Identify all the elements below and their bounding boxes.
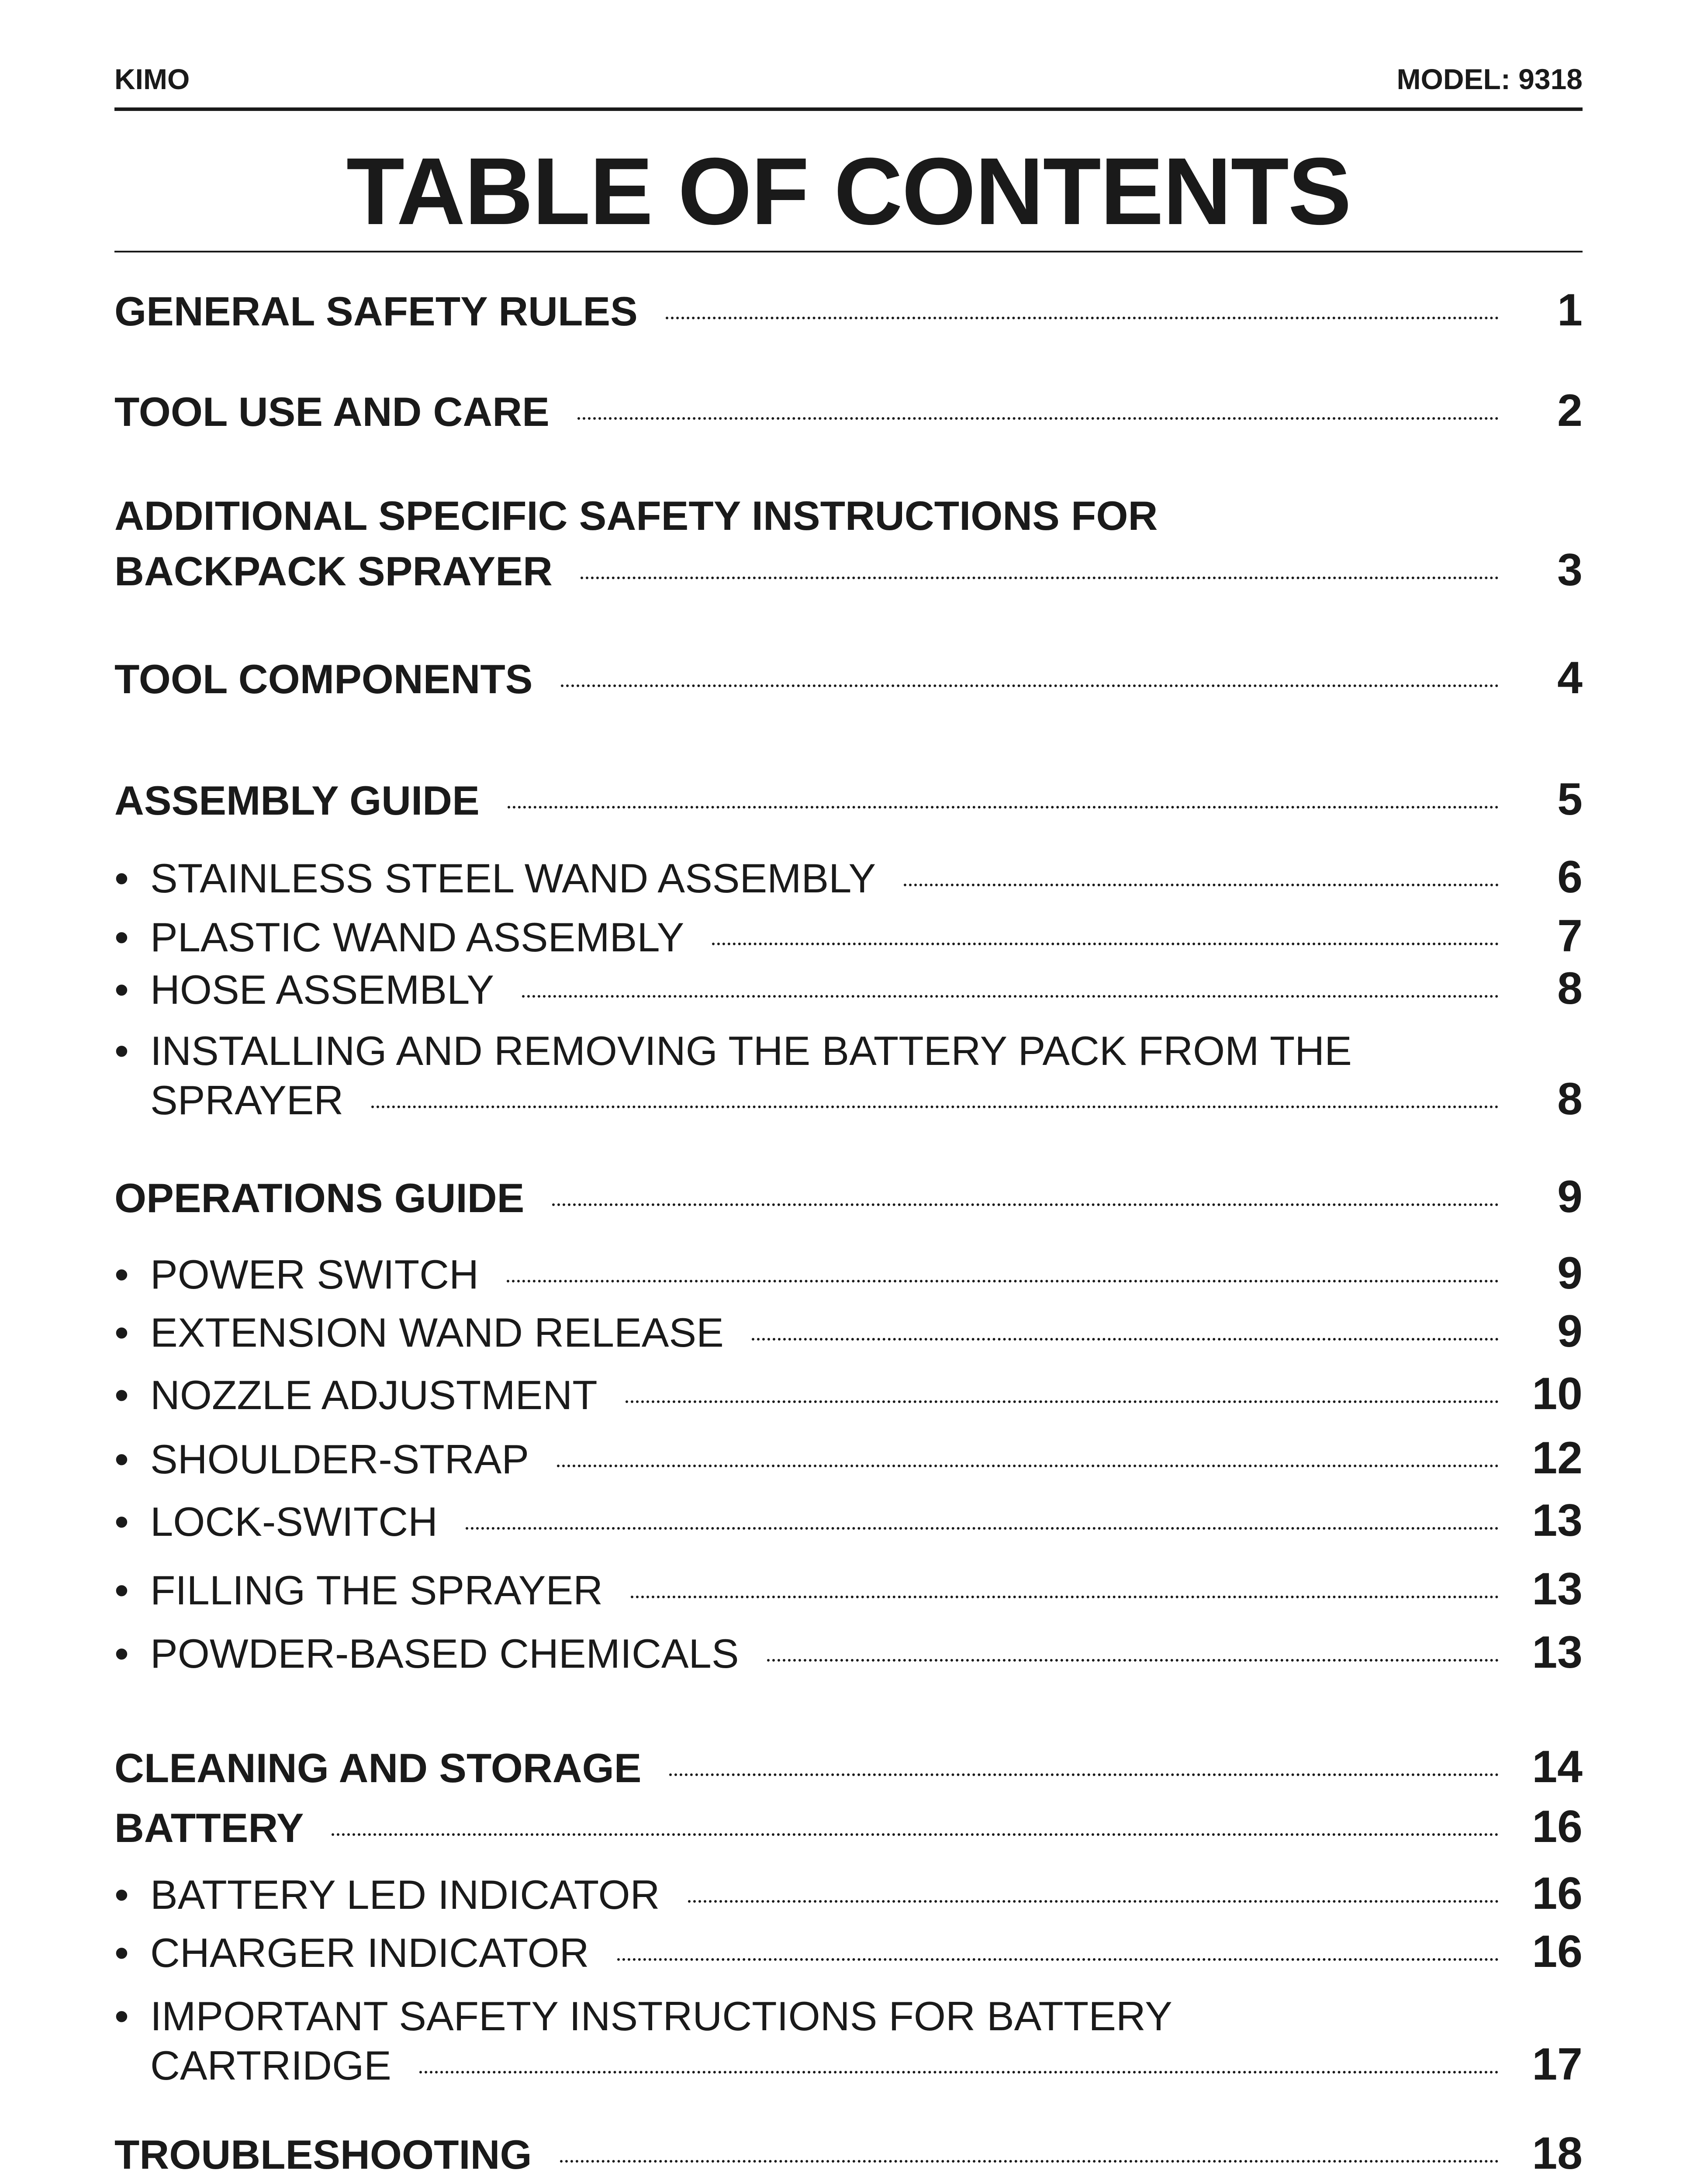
dot-leader (688, 1900, 1499, 1903)
toc-page-number: 16 (1532, 1926, 1583, 1977)
dot-leader (552, 1203, 1499, 1206)
toc-page-number: 1 (1557, 285, 1583, 335)
bullet-icon: • (114, 1930, 129, 1976)
toc-entry-battery[interactable] (114, 1800, 1583, 1856)
dot-leader (626, 1400, 1499, 1403)
toc-subentry-filling-the-sprayer[interactable] (114, 1566, 1583, 1615)
toc-label-line1: IMPORTANT SAFETY INSTRUCTIONS FOR BATTERY (150, 1993, 1172, 2039)
toc-subentry-hose-assembly[interactable] (114, 965, 1583, 1015)
bullet-icon: • (114, 967, 129, 1013)
toc-page-number: 5 (1557, 774, 1583, 825)
toc-page-number: 17 (1532, 2039, 1583, 2090)
toc-subentry-installing-battery-pack[interactable] (114, 1026, 1583, 1125)
bullet-icon: • (114, 1028, 129, 1074)
bullet-icon: • (114, 1993, 129, 2039)
model-number: MODEL: 9318 (1396, 63, 1583, 95)
toc-entry-troubleshooting[interactable] (114, 2127, 1583, 2183)
dot-leader (712, 943, 1499, 945)
toc-page-number: 18 (1532, 2128, 1583, 2179)
toc-subentry-battery-cartridge-safety[interactable] (114, 1992, 1583, 2091)
dot-leader (767, 1659, 1499, 1662)
toc-page-number: 3 (1557, 544, 1583, 595)
toc-label: TROUBLESHOOTING (114, 2132, 532, 2177)
toc-page-number: 16 (1532, 1868, 1583, 1919)
toc-label: EXTENSION WAND RELEASE (150, 1310, 724, 1355)
toc-label: ASSEMBLY GUIDE (114, 778, 480, 823)
dot-leader (522, 995, 1499, 998)
toc-page-number: 12 (1532, 1433, 1583, 1483)
toc-entry-additional-safety[interactable] (114, 488, 1583, 599)
dot-leader (371, 1106, 1499, 1108)
dot-leader (560, 2160, 1499, 2163)
bullet-icon: • (114, 1631, 129, 1676)
bullet-icon: • (114, 1372, 129, 1418)
toc-page-number: 9 (1557, 1306, 1583, 1357)
toc-label: NOZZLE ADJUSTMENT (150, 1372, 598, 1418)
dot-leader (752, 1338, 1499, 1341)
toc-label: POWDER-BASED CHEMICALS (150, 1631, 739, 1676)
toc-label: BATTERY (114, 1805, 304, 1851)
toc-subentry-powder-based-chemicals[interactable] (114, 1629, 1583, 1679)
toc-page-number: 2 (1557, 385, 1583, 436)
bullet-icon: • (114, 855, 129, 901)
toc-label: BATTERY LED INDICATOR (150, 1872, 660, 1918)
toc-subentry-nozzle-adjustment[interactable] (114, 1368, 1583, 1420)
toc-subentry-plastic-wand[interactable] (114, 913, 1583, 962)
toc-page-number: 9 (1557, 1248, 1583, 1299)
toc-subentry-power-switch[interactable] (114, 1250, 1583, 1299)
toc-page-number: 14 (1532, 1742, 1583, 1792)
dot-leader (581, 577, 1499, 579)
dot-leader (508, 806, 1499, 809)
toc-page-number: 13 (1532, 1627, 1583, 1678)
dot-leader (669, 1773, 1499, 1776)
bullet-icon: • (114, 1499, 129, 1545)
toc-label: SHOULDER-STRAP (150, 1436, 529, 1482)
toc-label: HOSE ASSEMBLY (150, 967, 494, 1013)
toc-page-number: 7 (1557, 911, 1583, 961)
bullet-icon: • (114, 1310, 129, 1355)
page-title: TABLE OF CONTENTS (346, 138, 1351, 245)
toc-label: PLASTIC WAND ASSEMBLY (150, 914, 684, 960)
bullet-icon: • (114, 1567, 129, 1613)
toc-label: STAINLESS STEEL WAND ASSEMBLY (150, 855, 876, 901)
dot-leader (507, 1280, 1499, 1282)
dot-leader (631, 1596, 1499, 1598)
dot-leader (466, 1527, 1499, 1530)
header-rule (114, 107, 1583, 111)
toc-page-number: 4 (1557, 653, 1583, 703)
toc-label-line1: INSTALLING AND REMOVING THE BATTERY PACK FROM THE (150, 1028, 1352, 1074)
toc-subentry-stainless-steel-wand[interactable] (114, 854, 1583, 903)
toc-entry-cleaning-and-storage[interactable] (114, 1741, 1583, 1796)
dot-leader (617, 1958, 1499, 1961)
toc-label: TOOL USE AND CARE (114, 389, 550, 435)
dot-leader (904, 884, 1499, 886)
toc-page-number: 8 (1557, 963, 1583, 1014)
toc-subentry-extension-wand-release[interactable] (114, 1308, 1583, 1358)
toc-entry-general-safety-rules[interactable] (114, 284, 1583, 339)
toc-label-line1: ADDITIONAL SPECIFIC SAFETY INSTRUCTIONS FOR (114, 493, 1158, 539)
toc-label: OPERATIONS GUIDE (114, 1175, 525, 1221)
toc-subentry-lock-switch[interactable] (114, 1497, 1583, 1547)
toc-page-number: 13 (1532, 1495, 1583, 1546)
toc-page-number: 6 (1557, 852, 1583, 902)
toc-page-number: 8 (1557, 1073, 1583, 1124)
dot-leader (666, 317, 1499, 319)
toc-page-number: 16 (1532, 1801, 1583, 1852)
dot-leader (332, 1833, 1499, 1836)
bullet-icon: • (114, 1436, 129, 1482)
dot-leader (561, 684, 1499, 687)
toc-page-number: 10 (1532, 1368, 1583, 1419)
dot-leader (419, 2071, 1499, 2073)
toc-label: CLEANING AND STORAGE (114, 1745, 642, 1791)
bullet-icon: • (114, 1872, 129, 1918)
toc-label-line2: BACKPACK SPRAYER (114, 548, 553, 594)
toc-label: CHARGER INDICATOR (150, 1930, 589, 1976)
toc-label-line2: CARTRIDGE (150, 2042, 391, 2088)
toc-subentry-shoulder-strap[interactable] (114, 1435, 1583, 1484)
title-rule (114, 251, 1583, 252)
toc-label-line2: SPRAYER (150, 1077, 344, 1123)
toc-subentry-charger-indicator[interactable] (114, 1928, 1583, 1978)
toc-label: TOOL COMPONENTS (114, 656, 533, 702)
dot-leader (577, 417, 1499, 420)
toc-subentry-battery-led-indicator[interactable] (114, 1870, 1583, 1920)
toc-label: GENERAL SAFETY RULES (114, 288, 638, 334)
toc-label: POWER SWITCH (150, 1251, 479, 1297)
toc-label: FILLING THE SPRAYER (150, 1567, 603, 1613)
toc-label: LOCK-SWITCH (150, 1499, 438, 1545)
dot-leader (557, 1465, 1499, 1467)
toc-entry-tool-components[interactable] (114, 652, 1583, 707)
bullet-icon: • (114, 914, 129, 960)
bullet-icon: • (114, 1251, 129, 1297)
brand-name: KIMO (114, 63, 190, 95)
toc-entry-operations-guide[interactable] (114, 1171, 1583, 1226)
toc-page-number: 9 (1557, 1171, 1583, 1222)
toc-entry-assembly-guide[interactable] (114, 773, 1583, 829)
toc-page-number: 13 (1532, 1564, 1583, 1614)
toc-entry-tool-use-and-care[interactable] (114, 384, 1583, 440)
